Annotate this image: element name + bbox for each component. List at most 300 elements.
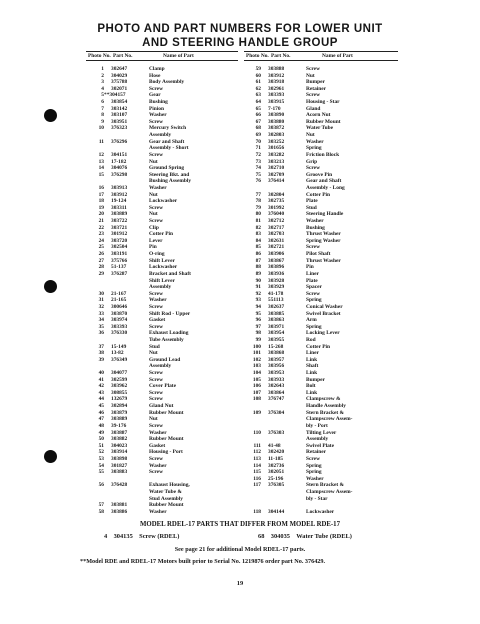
part-name: Screw	[149, 422, 163, 429]
photo-number: 91	[255, 284, 261, 291]
parts-row	[247, 73, 402, 80]
part-name: Plate	[306, 277, 318, 284]
part-number: 303870	[111, 310, 128, 317]
part-number: 302051	[268, 469, 285, 476]
parts-row	[90, 403, 240, 410]
part-number: 303252	[268, 138, 285, 145]
photo-number: 23	[98, 231, 104, 238]
photo-number: 88	[255, 264, 261, 271]
part-number: 302961	[268, 85, 285, 92]
photo-number: 82	[255, 224, 261, 231]
part-number: 303311	[111, 204, 127, 211]
serial-footnote: **Model RDE and RDEL-17 Motors built prior to Serial No. 1219876 order part No. 376429.	[80, 558, 326, 565]
part-name: Shift Lever	[149, 277, 175, 284]
part-name: Rubber Mount	[149, 436, 184, 443]
photo-number: 90	[255, 277, 261, 284]
part-name: O-ring	[149, 251, 165, 258]
parts-row	[90, 238, 240, 245]
photo-number: 46	[98, 409, 104, 416]
parts-row	[90, 337, 240, 344]
photo-number: 107	[252, 389, 261, 396]
header-rule-bottom-left	[86, 60, 238, 61]
part-name: Swivel Plate	[306, 442, 334, 449]
part-name: Link	[306, 389, 318, 396]
photo-number: 38	[98, 350, 104, 357]
photo-number: 44	[98, 396, 104, 403]
photo-number: 32	[98, 303, 104, 310]
parts-row	[90, 370, 240, 377]
part-number: 303213	[268, 158, 285, 165]
parts-row	[247, 403, 402, 410]
part-name: Liner	[306, 350, 319, 357]
part-number: 303879	[111, 409, 128, 416]
part-number: 375766	[111, 257, 128, 264]
part-number: 301992	[268, 204, 285, 211]
part-number: 13-82	[111, 350, 124, 357]
photo-number: 55	[98, 469, 104, 476]
part-number: 304029	[111, 72, 128, 79]
photo-number: 31	[98, 297, 104, 304]
parts-row	[247, 132, 402, 139]
part-number: 376304	[268, 409, 285, 416]
photo-number: 92	[255, 290, 261, 297]
part-name: Exhaust Loading	[149, 330, 189, 337]
part-name: Shift Rod - Upper	[149, 310, 191, 317]
part-number: 303393	[268, 92, 285, 99]
parts-row	[90, 132, 240, 139]
parts-row	[247, 443, 402, 450]
part-name: Lockwasher	[149, 198, 178, 205]
part-number: 303936	[268, 270, 285, 277]
part-name: Acorn Nut	[306, 112, 331, 119]
header-photo-no-right: Photo No.	[246, 53, 269, 59]
part-number: 376747	[268, 396, 285, 403]
part-number: 302803	[268, 132, 285, 139]
part-name: Assembly	[149, 284, 172, 291]
part-name: Screw	[149, 118, 163, 125]
parts-row	[247, 106, 402, 113]
photo-number: 47	[98, 416, 104, 423]
part-number: 302071	[111, 85, 128, 92]
parts-row	[90, 383, 240, 390]
photo-number: 24	[98, 237, 104, 244]
photo-number: 33	[98, 310, 104, 317]
part-name: Spring	[306, 297, 322, 304]
parts-row	[90, 145, 240, 152]
part-name: Plate	[306, 198, 318, 205]
part-name: Screw	[149, 389, 163, 396]
part-name: Washer	[306, 138, 324, 145]
parts-row	[90, 125, 240, 132]
photo-number: 12	[98, 151, 104, 158]
part-name: Tube Assembly	[149, 336, 184, 343]
parts-row	[90, 357, 240, 364]
photo-number: 76	[255, 178, 261, 185]
parts-row	[247, 264, 402, 271]
part-name: Washer	[149, 112, 167, 119]
parts-row	[247, 390, 402, 397]
part-number: 302735	[268, 198, 285, 205]
part-name: Link	[306, 370, 318, 377]
part-number: 303918	[268, 79, 285, 86]
part-number: 303896	[268, 264, 285, 271]
parts-row	[247, 145, 402, 152]
difference-part-no: 304035	[270, 533, 290, 540]
parts-row	[90, 463, 240, 470]
photo-number: 42	[98, 383, 104, 390]
part-number: 303956	[268, 363, 285, 370]
parts-row	[90, 489, 240, 496]
photo-number: 22	[98, 224, 104, 231]
part-number: 375788	[111, 79, 128, 86]
part-number: 302631	[268, 237, 285, 244]
part-name: Cotter Pin	[306, 191, 331, 198]
parts-row	[247, 449, 402, 456]
parts-row	[90, 377, 240, 384]
parts-row	[247, 165, 402, 172]
photo-number: 97	[255, 323, 261, 330]
part-number: 303867	[268, 257, 285, 264]
part-number: 303107	[111, 112, 128, 119]
parts-row	[90, 271, 240, 278]
photo-number: 63	[255, 92, 261, 99]
part-number: 41-178	[268, 290, 284, 297]
parts-row	[247, 396, 402, 403]
photo-number: 30	[98, 290, 104, 297]
parts-row	[247, 496, 402, 503]
part-name: Stern Bracket &	[306, 482, 345, 489]
parts-row	[90, 423, 240, 430]
part-number: 302637	[268, 303, 285, 310]
parts-row	[90, 350, 240, 357]
part-name: Housing - Star	[306, 99, 340, 106]
part-name: Washer	[149, 297, 167, 304]
parts-row	[90, 99, 240, 106]
parts-row	[247, 66, 402, 73]
parts-row	[90, 152, 240, 159]
part-number: 303888	[268, 66, 285, 72]
photo-number: 83	[255, 231, 261, 238]
part-name: Nut	[306, 72, 315, 79]
parts-row	[90, 106, 240, 113]
parts-row	[247, 211, 402, 218]
parts-row	[90, 390, 240, 397]
parts-row	[90, 231, 240, 238]
parts-row	[247, 231, 402, 238]
part-name: Lever	[149, 237, 163, 244]
parts-row	[90, 218, 240, 225]
photo-number: 58	[98, 508, 104, 515]
parts-row	[247, 436, 402, 443]
differences-title: MODEL RDEL-17 PARTS THAT DIFFER FROM MODEL RDE-17	[140, 521, 340, 528]
photo-number: 57	[98, 502, 104, 509]
part-number: 303854	[111, 99, 128, 106]
part-name: Nut	[149, 191, 158, 198]
parts-row	[90, 430, 240, 437]
photo-number: 110	[253, 429, 261, 436]
part-number: 304077	[111, 370, 128, 377]
parts-row	[90, 198, 240, 205]
parts-row	[247, 337, 402, 344]
part-name: Spacer	[306, 284, 322, 291]
part-number: 51-137	[111, 264, 127, 271]
photo-number: 50	[98, 436, 104, 443]
photo-number: 35	[98, 323, 104, 330]
photo-number: 3	[101, 79, 104, 86]
part-number: 302709	[268, 171, 285, 178]
parts-row	[90, 476, 240, 483]
photo-number: 17	[98, 191, 104, 198]
photo-number: 87	[255, 257, 261, 264]
difference-part-no: 304135	[113, 533, 133, 540]
photo-number: 15	[98, 171, 104, 178]
photo-number: 20	[98, 211, 104, 218]
part-name: Screw	[306, 455, 320, 462]
parts-row	[90, 396, 240, 403]
part-number: 302721	[268, 244, 285, 251]
parts-row	[90, 344, 240, 351]
parts-row	[90, 205, 240, 212]
parts-row	[90, 496, 240, 503]
part-number: 303915	[268, 99, 285, 106]
parts-row	[247, 489, 402, 496]
part-number: 376305	[268, 482, 285, 489]
photo-number: 98	[255, 330, 261, 337]
part-name: Handle Assembly	[306, 403, 346, 410]
photo-number: 8	[101, 112, 104, 119]
photo-number: 1	[101, 66, 104, 72]
part-number: 303933	[268, 376, 285, 383]
parts-row	[247, 377, 402, 384]
part-number: 11-185	[268, 455, 283, 462]
parts-row	[90, 297, 240, 304]
part-number: 303722	[111, 218, 128, 225]
photo-number: 73	[255, 158, 261, 165]
part-name: Bracket and Shaft	[149, 270, 191, 277]
part-name: Spring	[306, 469, 322, 476]
part-name: Screw	[306, 66, 320, 72]
part-name: Spring	[306, 145, 322, 152]
photo-number: 117	[253, 482, 261, 489]
parts-row	[90, 244, 240, 251]
parts-row	[247, 119, 402, 126]
parts-row	[90, 79, 240, 86]
difference-photo-no: 4	[104, 533, 108, 540]
parts-column-left	[90, 66, 240, 515]
photo-number: 69	[255, 132, 261, 139]
part-number: 303393	[111, 323, 128, 330]
header-part-no-right: Part No.	[271, 53, 291, 59]
part-number: 303912	[111, 191, 128, 198]
part-name: Shaft	[306, 363, 319, 370]
parts-row	[90, 185, 240, 192]
photo-number: 118	[253, 508, 261, 515]
parts-row	[247, 79, 402, 86]
parts-row	[247, 469, 402, 476]
part-name: Swivel Bracket	[306, 310, 341, 317]
part-name: Rubber Mount	[149, 409, 184, 416]
photo-number: 10	[98, 125, 104, 132]
parts-row	[247, 112, 402, 119]
parts-row	[90, 178, 240, 185]
part-number: 303906	[268, 251, 285, 258]
part-name: Pin	[306, 264, 314, 271]
part-number: 302420	[268, 449, 285, 456]
part-name: Lockwasher	[149, 264, 178, 271]
parts-row	[247, 416, 402, 423]
part-name: Screw	[149, 204, 163, 211]
part-number: 7-170	[268, 105, 281, 112]
parts-row	[90, 258, 240, 265]
difference-row-2	[258, 533, 352, 540]
photo-number: 48	[98, 422, 104, 429]
part-number: 303914	[111, 449, 128, 456]
part-number: 303886	[111, 508, 128, 515]
part-name: bly - Star	[306, 495, 328, 502]
part-name: Screw	[149, 323, 163, 330]
part-name: Grip	[306, 158, 318, 165]
photo-number: 105	[252, 376, 261, 383]
header-rule-bottom-right	[244, 60, 398, 61]
part-number: 376349	[111, 356, 128, 363]
part-name: Stud Assembly	[149, 495, 184, 502]
part-name: Ground Spring	[149, 165, 185, 172]
part-name: Gasket	[149, 442, 166, 449]
part-number: 300646	[111, 303, 128, 310]
part-number: 303142	[111, 105, 128, 112]
parts-row	[247, 344, 402, 351]
parts-row	[90, 165, 240, 172]
part-name: Ground Lead	[149, 356, 181, 363]
parts-row	[247, 509, 402, 516]
parts-row	[90, 410, 240, 417]
parts-row	[247, 99, 402, 106]
part-number: 302703	[268, 231, 285, 238]
parts-row	[90, 211, 240, 218]
difference-part-name: Screw (RDEL)	[139, 533, 180, 540]
parts-row	[247, 430, 402, 437]
part-name: Assembly	[306, 436, 329, 443]
parts-row	[90, 482, 240, 489]
parts-row	[247, 463, 402, 470]
part-name: Washer	[149, 429, 167, 436]
photo-number: 116	[253, 475, 261, 482]
part-name: Gland	[306, 105, 321, 112]
part-number: 304144	[268, 508, 285, 515]
parts-row	[247, 159, 402, 166]
parts-row	[247, 251, 402, 258]
part-name: Hose	[149, 72, 161, 79]
photo-number: 16	[98, 184, 104, 191]
part-name: Clampscrew Assem-	[306, 489, 353, 495]
parts-row	[247, 350, 402, 357]
parts-row	[247, 172, 402, 179]
parts-row	[247, 330, 402, 337]
parts-row	[90, 416, 240, 423]
photo-number: 26	[98, 251, 104, 258]
part-name: Clampscrew &	[306, 396, 341, 403]
photo-number: 115	[253, 469, 261, 476]
photo-number: 67	[255, 118, 261, 125]
part-number: 302736	[268, 462, 285, 469]
part-number: 25-196	[268, 475, 284, 482]
part-name: Stud	[306, 204, 317, 211]
binder-hole-middle	[44, 280, 57, 293]
header-name-of-part-right: Name of Part	[322, 53, 353, 59]
parts-row	[247, 370, 402, 377]
photo-number: 29	[98, 270, 104, 277]
photo-number: 66	[255, 112, 261, 119]
parts-row	[90, 449, 240, 456]
part-number: 303953	[268, 370, 285, 377]
part-name: Stud	[149, 343, 160, 350]
parts-row	[247, 244, 402, 251]
part-number: 303887	[111, 429, 128, 436]
part-name: Washer	[149, 462, 167, 469]
part-number: 302599	[111, 376, 128, 383]
part-number: 21-165	[111, 297, 127, 304]
part-number: 302804	[268, 191, 285, 198]
photo-number: 56	[98, 482, 104, 489]
part-name: Thrust Washer	[306, 231, 341, 238]
parts-row	[247, 238, 402, 245]
part-name: Bushing Assembly	[149, 178, 192, 185]
part-number: 302647	[111, 66, 128, 72]
photo-number: 68	[255, 125, 261, 132]
part-number: 301912	[111, 231, 128, 238]
part-number: 303872	[268, 125, 285, 132]
part-number: 376414	[268, 178, 285, 185]
parts-row	[247, 476, 402, 483]
difference-row-1	[104, 533, 179, 540]
parts-row	[90, 284, 240, 291]
parts-row	[247, 278, 402, 285]
part-number: 303971	[268, 323, 285, 330]
parts-row	[247, 284, 402, 291]
photo-number: 77	[255, 191, 261, 198]
photo-number: 59	[255, 66, 261, 72]
parts-row	[247, 311, 402, 318]
parts-row	[247, 291, 402, 298]
part-name: Stern Bracket &	[306, 409, 345, 416]
part-name: Washer	[306, 475, 324, 482]
parts-row	[247, 125, 402, 132]
parts-row	[247, 324, 402, 331]
part-name: Nut	[149, 211, 158, 218]
photo-number: 6	[101, 99, 104, 106]
photo-number: 111	[253, 442, 261, 449]
part-number: 303881	[111, 502, 128, 509]
part-number: 302712	[268, 218, 285, 225]
part-number: 303721	[111, 224, 128, 231]
part-number: 376287	[111, 270, 128, 277]
part-name: Rod	[306, 336, 316, 343]
part-number: 304076	[111, 165, 128, 172]
part-number: 302894	[111, 403, 128, 410]
part-name: Tilting Lever	[306, 429, 337, 436]
part-name: Screw	[306, 244, 320, 251]
photo-number: 101	[252, 350, 261, 357]
parts-row	[247, 178, 402, 185]
part-name: Washer	[149, 508, 167, 515]
photo-number: 74	[255, 165, 261, 172]
part-name: Assembly	[149, 363, 172, 370]
part-number: 303882	[111, 436, 128, 443]
photo-number: 54	[98, 462, 104, 469]
part-number: 551113	[268, 297, 284, 304]
photo-number: 27	[98, 257, 104, 264]
part-name: Screw	[149, 376, 163, 383]
